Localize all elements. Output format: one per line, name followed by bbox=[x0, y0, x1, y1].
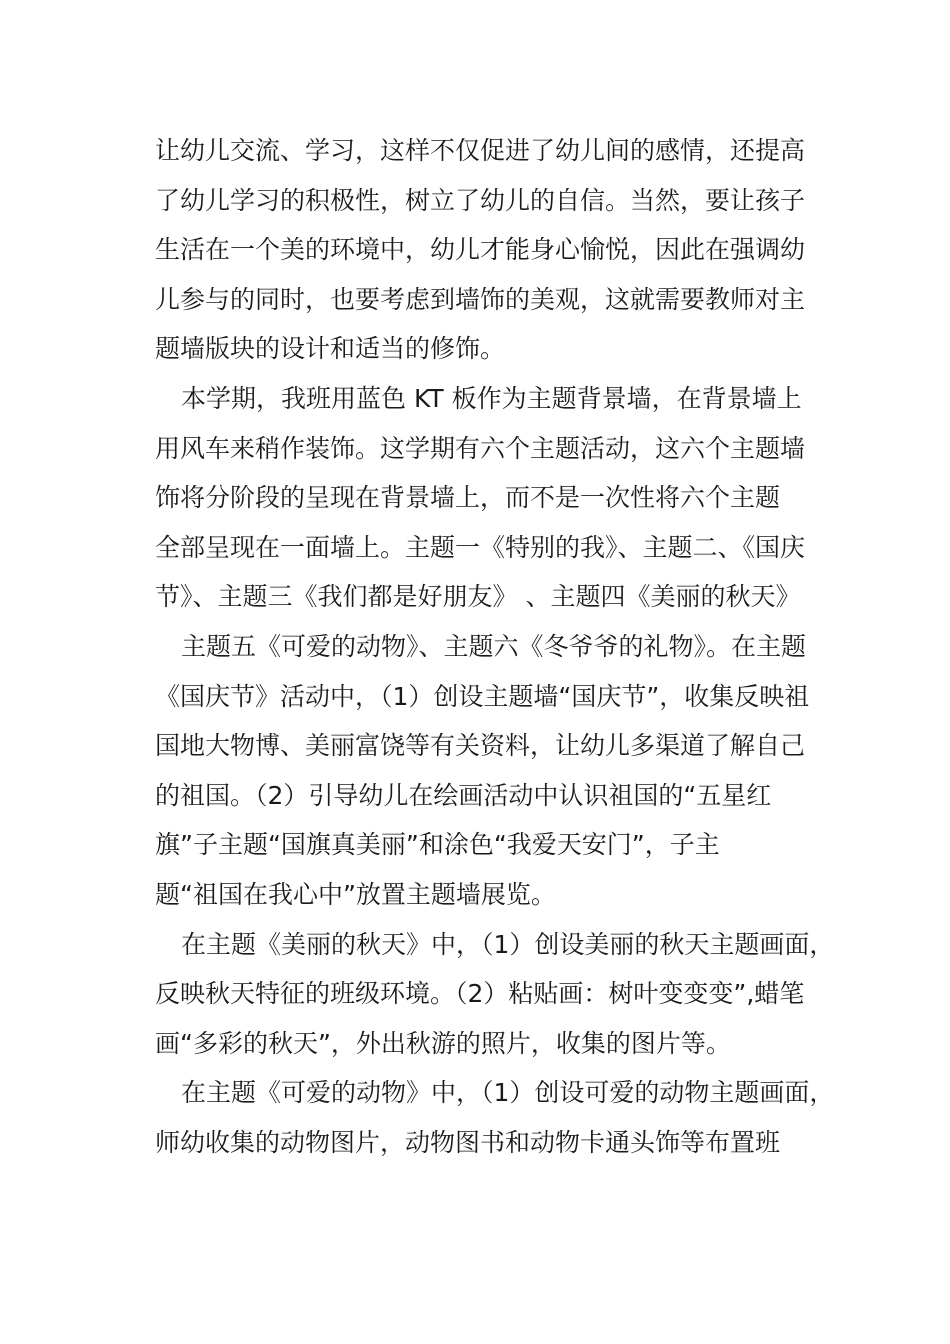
text-line: 的祖国。（2）引导幼儿在绘画活动中认识祖国的“五星红 bbox=[155, 780, 772, 810]
text-line: 题墙版块的设计和适当的修饰。 bbox=[155, 334, 506, 364]
text-line: 画“多彩的秋天”，外出秋游的照片，收集的图片等。 bbox=[155, 1028, 731, 1058]
text-line: 了幼儿学习的积极性，树立了幼儿的自信。当然，要让孩子 bbox=[155, 185, 806, 215]
paragraph-4 bbox=[155, 920, 835, 1069]
text-line: 旗”子主题“国旗真美丽”和涂色“我爱天安门”，子主 bbox=[155, 830, 720, 860]
document-body bbox=[155, 126, 835, 1167]
text-line: 节》、主题三《我们都是好朋友》 、主题四《美丽的秋天》 bbox=[155, 582, 801, 612]
text-line: 全部呈现在一面墙上。主题一《特别的我》、主题二、《国庆 bbox=[155, 532, 806, 562]
text-line: 师幼收集的动物图片，动物图书和动物卡通头饰等布置班 bbox=[155, 1127, 781, 1157]
paragraph-3 bbox=[155, 622, 815, 920]
text-line: 生活在一个美的环境中，幼儿才能身心愉悦，因此在强调幼 bbox=[155, 235, 806, 265]
text-line: 在主题《可爱的动物》中，（1）创设可爱的动物主题画面， bbox=[181, 1078, 835, 1108]
text-line: 儿参与的同时，也要考虑到墙饰的美观，这就需要教师对主 bbox=[155, 284, 806, 314]
text-line: 本学期，我班用蓝色 KT 板作为主题背景墙，在背景墙上 bbox=[181, 383, 802, 413]
text-line: 在主题《美丽的秋天》中，（1）创设美丽的秋天主题画面， bbox=[181, 929, 835, 959]
paragraph-5 bbox=[155, 1068, 835, 1167]
text-line: 用风车来稍作装饰。这学期有六个主题活动，这六个主题墙 bbox=[155, 433, 806, 463]
paragraph-2 bbox=[155, 374, 815, 622]
text-line: 《国庆节》活动中，（1）创设主题墙“国庆节”，收集反映祖 bbox=[155, 681, 810, 711]
text-line: 国地大物博、美丽富饶等有关资料，让幼儿多渠道了解自己 bbox=[155, 731, 806, 761]
text-line: 反映秋天特征的班级环境。（2）粘贴画：树叶变变变”,蜡笔 bbox=[155, 979, 805, 1009]
text-line: 题“祖国在我心中”放置主题墙展览。 bbox=[155, 879, 556, 909]
text-line: 饰将分阶段的呈现在背景墙上，而不是一次性将六个主题 bbox=[155, 483, 781, 513]
paragraph-1 bbox=[155, 126, 815, 374]
text-line: 让幼儿交流、学习，这样不仅促进了幼儿间的感情，还提高 bbox=[155, 136, 806, 165]
text-line: 主题五《可爱的动物》、主题六《冬爷爷的礼物》。在主题 bbox=[181, 631, 807, 661]
